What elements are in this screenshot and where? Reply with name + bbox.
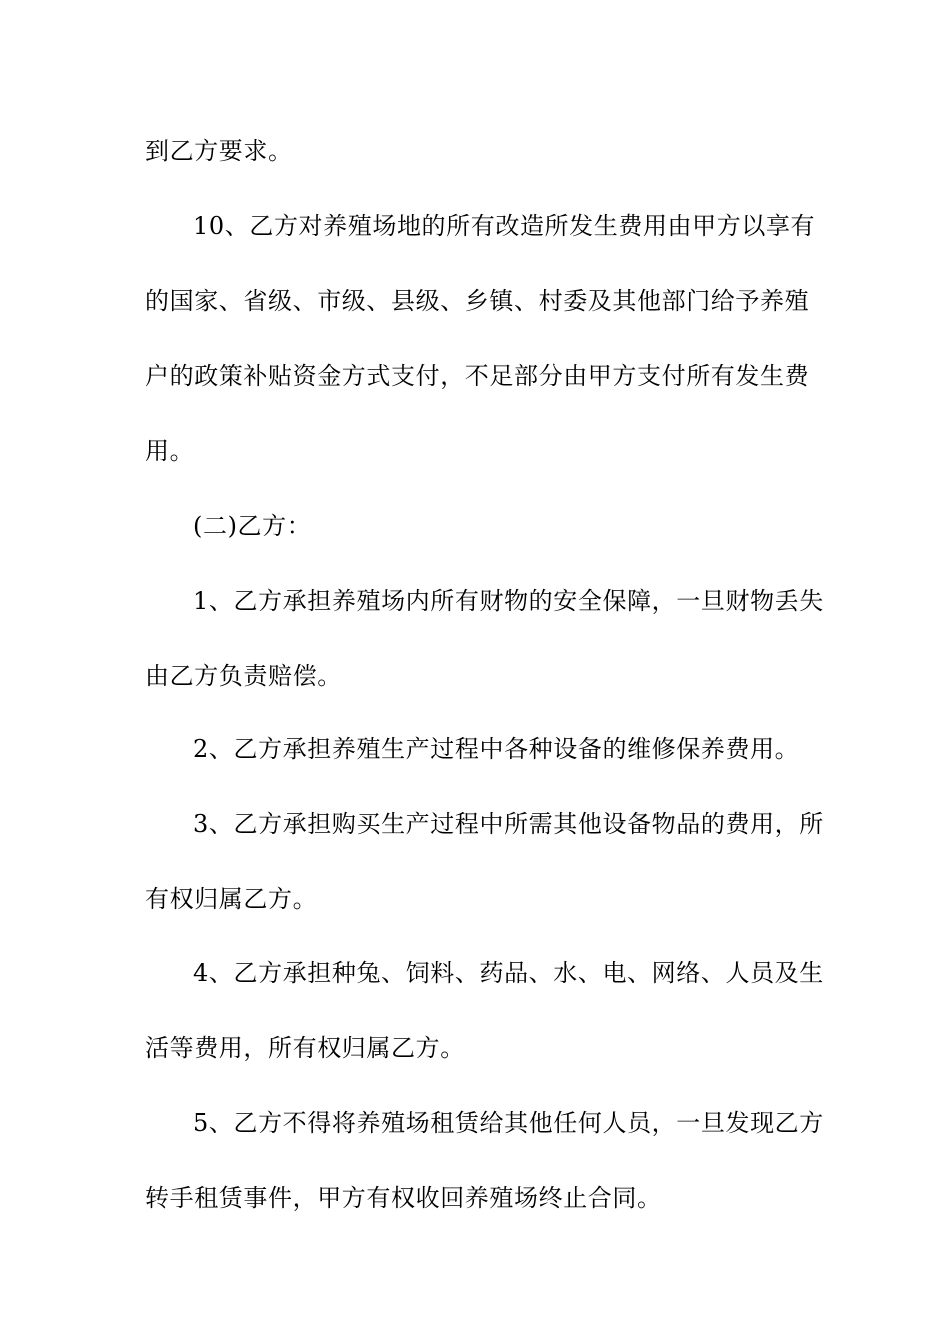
clause-10-line-1: 10、乙方对养殖场地的所有改造所发生费用由甲方以享有 (193, 212, 816, 240)
clause-3-line-1: 3、乙方承担购买生产过程中所需其他设备物品的费用，所 (193, 810, 824, 838)
clause-1-line-2: 由乙方负责赔偿。 (145, 662, 342, 690)
text-line: 到乙方要求。 (145, 137, 293, 165)
clause-1-line-1: 1、乙方承担养殖场内所有财物的安全保障，一旦财物丢失 (193, 587, 824, 615)
section-heading: (二)乙方： (193, 512, 312, 540)
clause-5-line-2: 转手租赁事件，甲方有权收回养殖场终止合同。 (145, 1184, 662, 1212)
clause-10-line-3: 户的政策补贴资金方式支付，不足部分由甲方支付所有发生费 (145, 362, 810, 390)
clause-10-line-4: 用。 (145, 437, 195, 465)
clause-3-line-2: 有权归属乙方。 (145, 885, 318, 913)
clause-10-line-2: 的国家、省级、市级、县级、乡镇、村委及其他部门给予养殖 (145, 287, 810, 315)
clause-4-line-2: 活等费用，所有权归属乙方。 (145, 1034, 465, 1062)
clause-2-line-1: 2、乙方承担养殖生产过程中各种设备的维修保养费用。 (193, 735, 800, 763)
clause-5-line-1: 5、乙方不得将养殖场租赁给其他任何人员，一旦发现乙方 (193, 1109, 824, 1137)
clause-4-line-1: 4、乙方承担种兔、饲料、药品、水、电、网络、人员及生 (193, 959, 824, 987)
